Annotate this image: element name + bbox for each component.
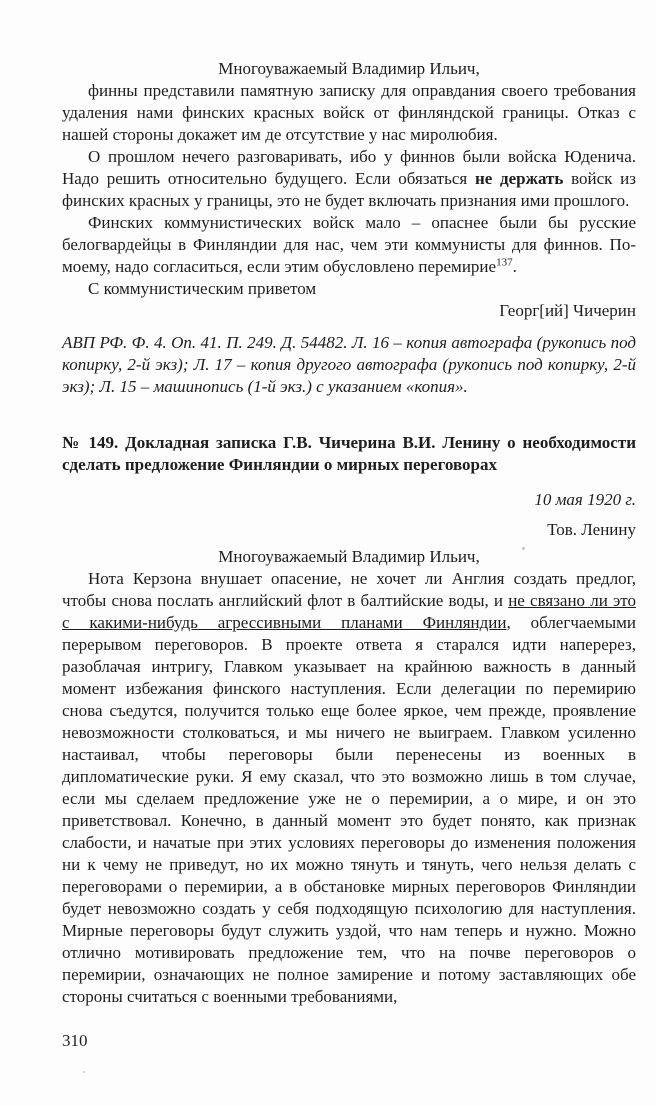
- page-number: 310: [62, 1031, 88, 1050]
- paragraph-text: , облегчаемыми перерывом переговоров. В проекте ответа я старался идти наперерез, разоблачая интригу, Главком указывает на крайнюю важность в данный момент избежания финского наступления. Если делегации по перемирию снова съедутся, получится только еще более яркое, чем прежде, проявление невозможности столковаться, и мы ничего не выиграем. Главком усиленно настаивал, чтобы переговоры были перенесены из военных в дипломатические руки. Я ему сказал, что это возможно лишь в том случае, если мы сделаем предложение уже не о перемирии, а о мире, и он это приветствовал. Конечно, в данный момент это будет понято, как признак слабости, и начатые при этих условиях переговоры до изменения положения ни к чему не приведут, но их можно тянуть и тянуть, чего нельзя делать с переговорами о перемирии, а в обстановке мирных переговоров Финляндии будет невозможно создать у себя подходящую психологию для наступления. Мирные переговоры будут служить уздой, что нам теперь и нужно. Можно отлично мотивировать предложение тем, что на почве переговоров о перемирии, означающих не полное замирение и потому заставляющих обе стороны считаться с военными требованиями,: [62, 613, 636, 1006]
- scan-artifact-dot: [522, 547, 525, 550]
- document-heading: № 149. Докладная записка Г.В. Чичерина В.И. Ленину о необходимости сделать предложение Финляндии о мирных переговорах: [62, 433, 636, 474]
- document-148-end: [62, 58, 636, 398]
- paragraph-text: Нота Керзона внушает опасение, не хочет ли Англия создать предлог, чтобы снова послать английский флот в балтийские воды, и: [62, 569, 636, 610]
- document-149: [62, 432, 636, 1008]
- paragraph-text: войск из финских красных у границы, это не будет включать признания ими прошлого.: [62, 169, 636, 210]
- paragraph: [62, 146, 636, 212]
- paragraph-text: О прошлом нечего разговаривать, ибо у финнов были войска Юденича. Надо решить относительно будущего. Если обязаться: [62, 147, 636, 188]
- scan-artifact-dot: [83, 1071, 85, 1073]
- bold-emphasis: не держать: [474, 169, 564, 188]
- archive-reference: АВП РФ. Ф. 4. Оп. 41. П. 249. Д. 54482. Л. 16 – копия автографа (рукопись под копирку, 2-й экз); Л. 17 – копия другого автографа (рукопись под копирку, 2-й экз); Л. 15 – машинопись (1-й экз.) с указанием «копия».: [62, 333, 636, 396]
- salutation: Многоуважаемый Владимир Ильич,: [218, 59, 480, 78]
- paragraph: [62, 80, 636, 146]
- addressee: Тов. Ленину: [547, 520, 636, 539]
- paragraph-text: Финских коммунистических войск мало – опаснее были бы русские белогвардейцы в Финляндии для нас, чем эти коммунисты для финнов. По-моему, надо согласиться, если этим обусловлено перемирие: [62, 213, 636, 276]
- footnote-reference: 137: [496, 256, 513, 269]
- paragraph: [62, 212, 636, 278]
- paragraph-text: .: [512, 257, 517, 276]
- paragraph-text: финны представили памятную записку для оправдания своего требования удаления нами финских красных войск от финляндской границы. Отказ с нашей стороны докажет им де отсутствие у нас миролюбия.: [62, 81, 636, 144]
- closing-line: С коммунистическим приветом: [88, 279, 317, 298]
- underlined-text: не связано ли это с какими-нибудь агрессивными планами Финляндии: [62, 591, 636, 632]
- paragraph: [62, 568, 636, 1008]
- signature: Георг[ий] Чичерин: [499, 301, 636, 320]
- salutation: Многоуважаемый Владимир Ильич,: [218, 547, 480, 566]
- document-date: 10 мая 1920 г.: [534, 490, 636, 509]
